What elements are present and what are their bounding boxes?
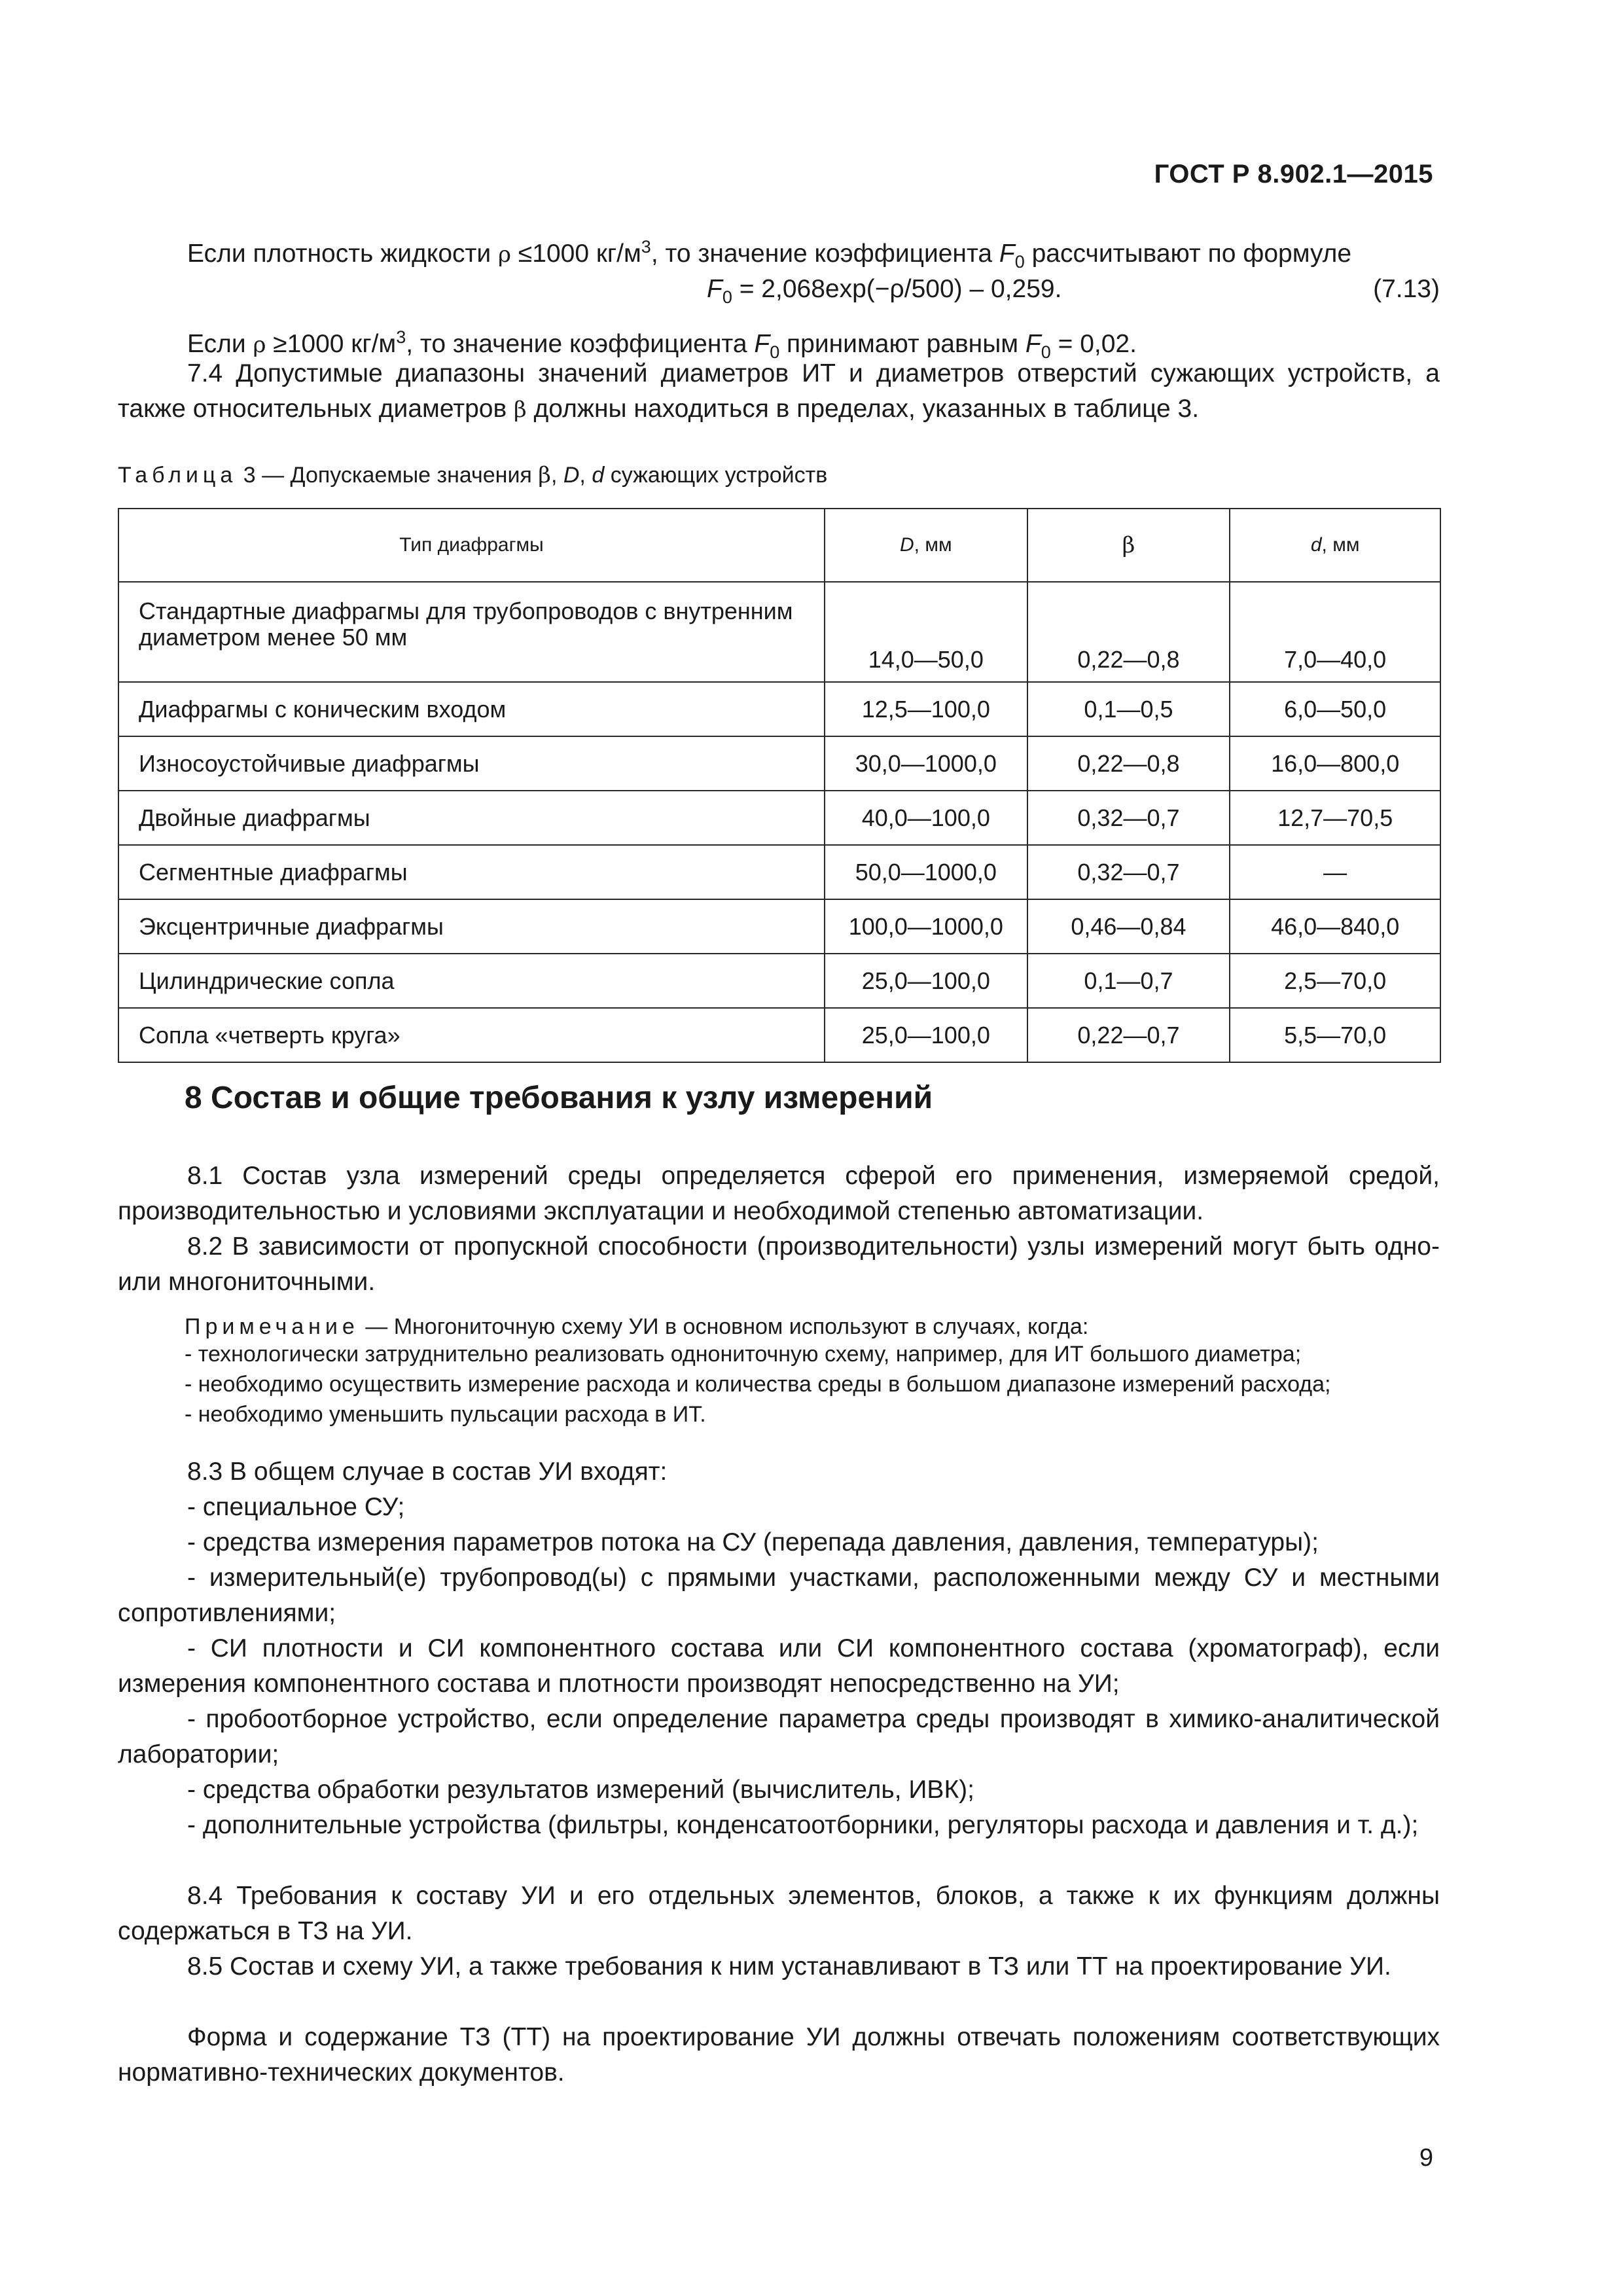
list-item: - пробоотборное устройство, если определение параметра среды производят в химико-аналитической лаборатории; (118, 1705, 1440, 1768)
note-label: Примечание (185, 1314, 359, 1339)
cell-beta: 0,22—0,8 (1027, 736, 1230, 791)
note-item: - необходимо осуществить измерение расхода и количества среды в большом диапазоне измерений расхода; (185, 1372, 1331, 1397)
text: рассчитывают по формуле (1024, 240, 1352, 268)
cell-d: 46,0—840,0 (1230, 899, 1440, 954)
header-d (1230, 509, 1440, 582)
subscript: 0 (770, 342, 780, 362)
list-item: - специальное СУ; (187, 1493, 405, 1521)
note (185, 1312, 1440, 1342)
cell-d: 16,0—800,0 (1230, 736, 1440, 791)
text: = 0,02. (1050, 330, 1137, 358)
paragraph-8-2: 8.2 В зависимости от пропускной способности (производительности) узлы измерений могут быть одно- или многониточными. (118, 1232, 1440, 1296)
text: Если плотность жидкости (187, 240, 499, 268)
text: Если (187, 330, 253, 358)
cell-name: Сопла «четверть круга» (118, 1008, 825, 1062)
cell-D: 30,0—1000,0 (825, 736, 1027, 791)
cell-name: Цилиндрические сопла (118, 954, 825, 1008)
cell-d: 6,0—50,0 (1230, 682, 1440, 736)
note-item: - технологически затруднительно реализовать однониточную схему, например, для ИТ большого диаметра; (185, 1342, 1302, 1367)
paragraph-7-4 (118, 356, 1440, 427)
equation-number: (7.13) (1373, 275, 1440, 303)
table-caption (118, 462, 827, 488)
cell-beta: 0,46—0,84 (1027, 899, 1230, 954)
rho-symbol: ρ (498, 242, 512, 268)
cell-d: 5,5—70,0 (1230, 1008, 1440, 1062)
cell-D: 100,0—1000,0 (825, 899, 1027, 954)
cell-name: Сегментные диафрагмы (118, 845, 825, 899)
cell-D: 14,0—50,0 (825, 582, 1027, 682)
subscript: 0 (722, 287, 732, 307)
cell-name: Двойные диафрагмы (118, 791, 825, 845)
cell-beta: 0,22—0,8 (1027, 582, 1230, 682)
cell-name: Износоустойчивые диафрагмы (118, 736, 825, 791)
cell-D: 25,0—100,0 (825, 954, 1027, 1008)
table-row (118, 845, 1440, 899)
formula-expression (707, 275, 1061, 308)
beta-symbol: β (514, 397, 527, 423)
list-item: - средства обработки результатов измерений (вычислитель, ИВК); (187, 1776, 974, 1804)
formula-text: = 2,068exp(−ρ/500) – 0,259. (732, 275, 1062, 303)
table-row (118, 1008, 1440, 1062)
cell-beta: 0,1—0,7 (1027, 954, 1230, 1008)
header-type: Тип диафрагмы (118, 509, 825, 582)
cell-beta: 0,22—0,7 (1027, 1008, 1230, 1062)
cell-d: 12,7—70,5 (1230, 791, 1440, 845)
cell-beta: 0,1—0,5 (1027, 682, 1230, 736)
superscript: 3 (396, 327, 406, 347)
table-row (118, 899, 1440, 954)
unit: , мм (1321, 534, 1360, 556)
table-3 (118, 508, 1441, 1063)
superscript: 3 (641, 237, 651, 257)
cell-d: 7,0—40,0 (1230, 582, 1440, 682)
D-symbol: D (563, 463, 580, 488)
cell-beta: 0,32—0,7 (1027, 791, 1230, 845)
text: , (579, 463, 592, 488)
text: должны находиться в пределах, указанных в таблице 3. (526, 395, 1200, 423)
rho-symbol: ρ (253, 332, 266, 358)
d-symbol: d (592, 463, 605, 488)
cell-d: — (1230, 845, 1440, 899)
table-row (118, 582, 1440, 682)
list-item: - измерительный(е) трубопровод(ы) с прямыми участками, расположенными между СУ и местными сопротивлениями; (118, 1564, 1440, 1627)
list-item: - средства измерения параметров потока на СУ (перепада давления, давления, температуры); (187, 1528, 1319, 1556)
subscript: 0 (1014, 251, 1025, 272)
text: сужающих устройств (604, 463, 828, 488)
beta-symbol: β (538, 462, 551, 488)
density-condition-line (187, 229, 1440, 279)
cell-name: Диафрагмы с коническим входом (118, 682, 825, 736)
cell-name: Эксцентричные диафрагмы (118, 899, 825, 954)
text: , то значение коэффициента (651, 240, 999, 268)
cell-D: 40,0—100,0 (825, 791, 1027, 845)
paragraph-8-4: 8.4 Требования к составу УИ и его отдельных элементов, блоков, а также к их функциям должны содержаться в ТЗ на УИ. (118, 1882, 1440, 1945)
table-header-row (118, 509, 1440, 582)
cell-D: 25,0—100,0 (825, 1008, 1027, 1062)
paragraph-8-1: 8.1 Состав узла измерений среды определяется сферой его применения, измеряемой средой, производительностью и условиями эксплуатации и необходимой степенью автоматизации. (118, 1162, 1440, 1225)
header-beta (1027, 509, 1230, 582)
text: принимают равным (779, 330, 1026, 358)
list-item: - дополнительные устройства (фильтры, конденсатоотборники, регуляторы расхода и давления и т. д.); (187, 1811, 1419, 1839)
cell-d: 2,5—70,0 (1230, 954, 1440, 1008)
page-number: 9 (1419, 2144, 1433, 2172)
table-row (118, 954, 1440, 1008)
F-symbol: F (707, 275, 722, 303)
text: 3 — Допускаемые значения (237, 463, 539, 488)
text: , (550, 463, 563, 488)
table-row (118, 791, 1440, 845)
text: ≤1000 кг/м (511, 240, 641, 268)
cell-D: 12,5—100,0 (825, 682, 1027, 736)
note-text: — Многониточную схему УИ в основном используют в случаях, когда: (359, 1314, 1089, 1339)
table-row (118, 682, 1440, 736)
F-symbol: F (1025, 330, 1041, 358)
table-row (118, 736, 1440, 791)
D-symbol: D (899, 534, 914, 556)
caption-label: Таблица (118, 463, 238, 488)
unit: , мм (914, 534, 952, 556)
subscript: 0 (1041, 342, 1051, 362)
list-item: - СИ плотности и СИ компонентного состава или СИ компонентного состава (хроматограф), если измерения компонентного состава и плотности производят непосредственно на УИ; (118, 1634, 1440, 1698)
formula-7-13 (118, 275, 1440, 310)
text: 7.4 Допустимые диапазоны значений диаметров ИТ и диаметров отверстий сужающих устройств, а также относительных диаметров (118, 359, 1440, 423)
paragraph-8-3: 8.3 В общем случае в состав УИ входят: (187, 1458, 668, 1486)
section-heading: 8 Состав и общие требования к узлу измерений (185, 1081, 933, 1115)
F-symbol: F (754, 330, 770, 358)
note-item: - необходимо уменьшить пульсации расхода в ИТ. (185, 1402, 706, 1427)
text: , то значение коэффициента (406, 330, 755, 358)
cell-D: 50,0—1000,0 (825, 845, 1027, 899)
text: ≥1000 кг/м (266, 330, 397, 358)
paragraph-final: Форма и содержание ТЗ (ТТ) на проектирование УИ должны отвечать положениям соответствующих нормативно-технических документов. (118, 2023, 1440, 2087)
header-D (825, 509, 1027, 582)
cell-beta: 0,32—0,7 (1027, 845, 1230, 899)
F-symbol: F (999, 240, 1015, 268)
beta-symbol: β (1122, 532, 1135, 558)
document-header: ГОСТ Р 8.902.1—2015 (1154, 160, 1433, 188)
cell-name: Стандартные диафрагмы для трубопроводов с внутренним диаметром менее 50 мм (118, 582, 825, 682)
paragraph-8-5: 8.5 Состав и схему УИ, а также требования к ним устанавливают в ТЗ или ТТ на проектирование УИ. (187, 1952, 1391, 1981)
d-symbol: d (1310, 534, 1322, 556)
